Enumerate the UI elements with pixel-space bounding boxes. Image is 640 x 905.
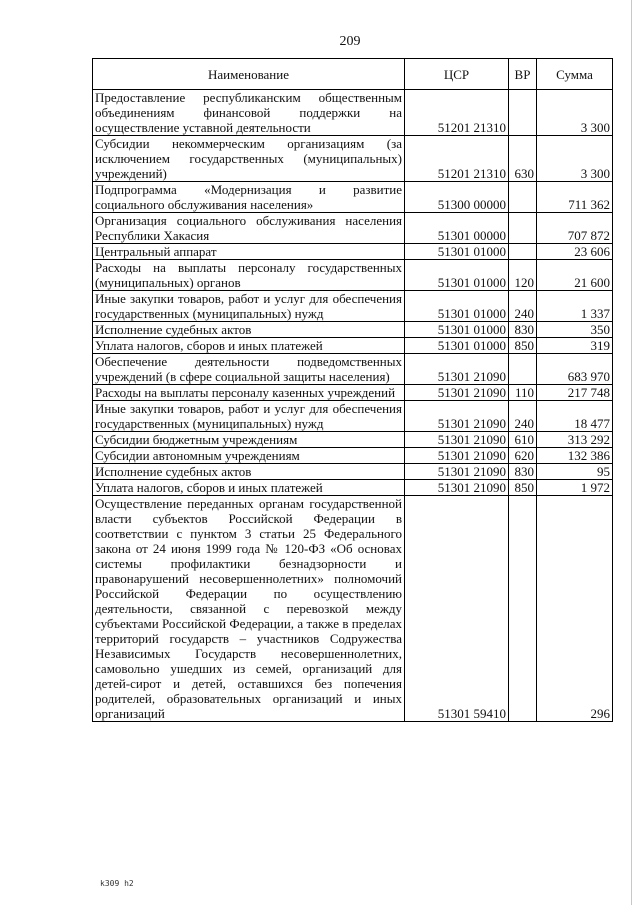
row-name: Субсидии некоммерческим организациям (за исключением государственных (муниципальных) учреждений) — [93, 136, 405, 182]
row-csr: 51301 21090 — [405, 448, 509, 464]
row-name: Иные закупки товаров, работ и услуг для обеспечения государственных (муниципальных) нужд — [93, 401, 405, 432]
row-csr: 51301 59410 — [405, 496, 509, 722]
row-vr — [509, 213, 537, 244]
row-vr: 620 — [509, 448, 537, 464]
table-row — [93, 338, 613, 354]
row-csr: 51301 21090 — [405, 401, 509, 432]
row-name: Предоставление республиканским общественным объединениям финансовой поддержки на осуществление уставной деятельности — [93, 90, 405, 136]
budget-table — [92, 58, 613, 722]
row-csr: 51301 00000 — [405, 213, 509, 244]
row-sum: 1 972 — [537, 480, 613, 496]
row-name: Иные закупки товаров, работ и услуг для обеспечения государственных (муниципальных) нужд — [93, 291, 405, 322]
row-vr — [509, 90, 537, 136]
row-sum: 1 337 — [537, 291, 613, 322]
row-vr — [509, 244, 537, 260]
row-vr: 630 — [509, 136, 537, 182]
row-vr — [509, 182, 537, 213]
row-sum: 3 300 — [537, 136, 613, 182]
row-vr: 850 — [509, 338, 537, 354]
row-csr: 51301 21090 — [405, 432, 509, 448]
table-row — [93, 480, 613, 496]
row-sum: 18 477 — [537, 401, 613, 432]
row-name: Обеспечение деятельности подведомственных учреждений (в сфере социальной защиты населения) — [93, 354, 405, 385]
row-csr: 51301 01000 — [405, 338, 509, 354]
row-name: Уплата налогов, сборов и иных платежей — [93, 338, 405, 354]
table-row — [93, 385, 613, 401]
row-sum: 296 — [537, 496, 613, 722]
row-sum: 683 970 — [537, 354, 613, 385]
row-sum: 132 386 — [537, 448, 613, 464]
row-sum: 707 872 — [537, 213, 613, 244]
row-name: Центральный аппарат — [93, 244, 405, 260]
table-row — [93, 322, 613, 338]
table-row — [93, 448, 613, 464]
page-number: 209 — [339, 34, 361, 49]
row-sum: 21 600 — [537, 260, 613, 291]
table-row — [93, 213, 613, 244]
header-csr: ЦСР — [405, 59, 509, 90]
row-vr: 610 — [509, 432, 537, 448]
row-csr: 51301 21090 — [405, 385, 509, 401]
row-vr: 120 — [509, 260, 537, 291]
table-row — [93, 432, 613, 448]
table-row — [93, 90, 613, 136]
row-csr: 51201 21310 — [405, 136, 509, 182]
row-name: Исполнение судебных актов — [93, 322, 405, 338]
row-sum: 350 — [537, 322, 613, 338]
row-vr: 850 — [509, 480, 537, 496]
table-row — [93, 354, 613, 385]
page-edge-line — [631, 0, 632, 905]
row-vr — [509, 496, 537, 722]
row-vr: 110 — [509, 385, 537, 401]
row-name: Расходы на выплаты персоналу казенных учреждений — [93, 385, 405, 401]
row-csr: 51301 21090 — [405, 464, 509, 480]
row-sum: 217 748 — [537, 385, 613, 401]
row-csr: 51301 21090 — [405, 480, 509, 496]
table-row — [93, 291, 613, 322]
row-name: Подпрограмма «Модернизация и развитие социального обслуживания населения» — [93, 182, 405, 213]
row-csr: 51301 01000 — [405, 244, 509, 260]
row-sum: 319 — [537, 338, 613, 354]
row-csr: 51301 01000 — [405, 260, 509, 291]
row-csr: 51300 00000 — [405, 182, 509, 213]
row-name: Осуществление переданных органам государственной власти субъектов Российской Федерации в соответствии с пунктом 3 статьи 25 Федерального закона от 24 июня 1999 года № 120-ФЗ «Об основах системы профилактики безнадзорности и правонарушений несовершеннолетних» полномочий Российской Федерации по осуществлению деятельности, связанной с перевозкой между субъектами Российской Федерации, а также в пределах территорий государств – участников Содружества Независимых Государств несовершеннолетних, самовольно ушедших из семей, организаций для детей-сирот и детей, оставшихся без попечения родителей, образовательных организаций и иных организаций — [93, 496, 405, 722]
table-header-row — [93, 59, 613, 90]
row-name: Расходы на выплаты персоналу государственных (муниципальных) органов — [93, 260, 405, 291]
table-row — [93, 260, 613, 291]
row-vr: 240 — [509, 401, 537, 432]
row-name: Субсидии автономным учреждениям — [93, 448, 405, 464]
table-row — [93, 136, 613, 182]
row-csr: 51301 01000 — [405, 322, 509, 338]
row-vr: 830 — [509, 322, 537, 338]
row-sum: 313 292 — [537, 432, 613, 448]
row-name: Исполнение судебных актов — [93, 464, 405, 480]
table-row — [93, 244, 613, 260]
row-name: Организация социального обслуживания населения Республики Хакасия — [93, 213, 405, 244]
row-sum: 3 300 — [537, 90, 613, 136]
table-row — [93, 401, 613, 432]
header-name: Наименование — [93, 59, 405, 90]
row-vr — [509, 354, 537, 385]
header-vr: ВР — [509, 59, 537, 90]
row-sum: 23 606 — [537, 244, 613, 260]
row-vr: 830 — [509, 464, 537, 480]
table-row — [93, 464, 613, 480]
row-vr: 240 — [509, 291, 537, 322]
row-csr: 51301 21090 — [405, 354, 509, 385]
row-csr: 51201 21310 — [405, 90, 509, 136]
header-sum: Сумма — [537, 59, 613, 90]
row-sum: 711 362 — [537, 182, 613, 213]
table-row — [93, 496, 613, 722]
row-name: Субсидии бюджетным учреждениям — [93, 432, 405, 448]
row-name: Уплата налогов, сборов и иных платежей — [93, 480, 405, 496]
row-sum: 95 — [537, 464, 613, 480]
row-csr: 51301 01000 — [405, 291, 509, 322]
footer-code: k309 h2 — [100, 879, 134, 888]
table-row — [93, 182, 613, 213]
